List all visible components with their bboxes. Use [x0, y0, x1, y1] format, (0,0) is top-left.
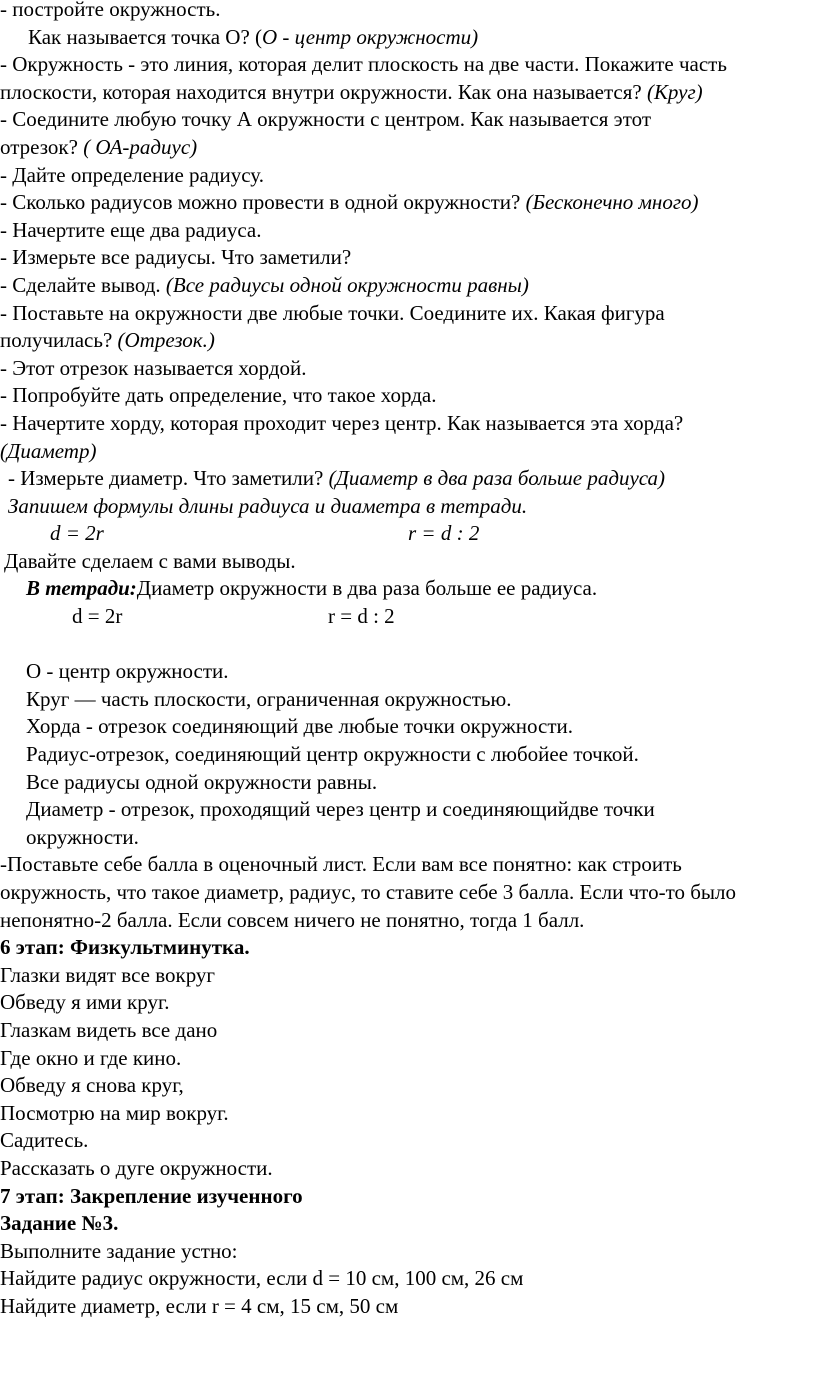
text-line: Давайте сделаем с вами выводы. [4, 548, 296, 573]
text-line: - Начертите хорду, которая проходит через центр. Как называется эта хорда? [0, 410, 684, 435]
formula-line [0, 603, 816, 631]
answer-text: Запишем формулы длины радиуса и диаметра в тетради. [8, 493, 528, 518]
text-line [0, 465, 816, 493]
assessment-line: окружность, что такое диаметр, радиус, то ставите себе 3 балла. Если что-то было [0, 880, 736, 904]
assessment-line: -Поставьте себе балла в оценочный лист. Если вам все понятно: как строить [0, 852, 682, 877]
poem-line: Садитесь. [0, 1128, 89, 1153]
formula-line [0, 520, 816, 548]
poem-line: Глазкам видеть все дано [0, 1017, 218, 1042]
line-text: - Измерьте диаметр. Что заметили? [8, 466, 329, 491]
definition-line: Диаметр - отрезок, проходящий через центр и соединяющийдве точки [26, 797, 655, 822]
line-text: - Сделайте вывод. [0, 272, 166, 297]
poem-line: Рассказать о дуге окружности. [0, 1155, 273, 1180]
poem-line: Обведу я ими круг. [0, 990, 170, 1015]
text-line [0, 575, 816, 603]
text-line: - Дайте определение радиусу. [0, 162, 264, 187]
task-line: Выполните задание устно: [0, 1238, 238, 1263]
answer-text: (Отрезок.) [117, 328, 215, 353]
line-text: Как называется точка О? ( [28, 24, 263, 49]
answer-text: (Все радиусы одной окружности равны) [165, 272, 529, 297]
task-title: Задание №3. [0, 1211, 119, 1236]
answer-text: (Круг) [646, 79, 703, 104]
line-text: - Сколько радиусов можно провести в одной окружности? [0, 190, 526, 215]
text-line [0, 327, 816, 355]
poem-line: Обведу я снова круг, [0, 1073, 184, 1098]
text-line [0, 79, 816, 107]
definition-line: Радиус-отрезок, соединяющий центр окружности с любойее точкой. [26, 742, 639, 767]
formula-radius: r = d : 2 [328, 604, 395, 629]
line-text: плоскости, которая находится внутри окружности. Как она называется? [0, 79, 647, 104]
text-line [0, 24, 816, 52]
text-line: - постройте окружность. [0, 0, 221, 21]
text-line: - Начертите еще два радиуса. [0, 217, 262, 242]
poem-line: Где окно и где кино. [0, 1045, 182, 1070]
poem-line: Глазки видят все вокруг [0, 962, 216, 987]
stage6-heading: 6 этап: Физкультминутка. [0, 935, 250, 960]
text-line: - Окружность - это линия, которая делит плоскость на две части. Покажите часть [0, 52, 727, 77]
answer-text: (Диаметр в два раза больше радиуса) [328, 466, 666, 491]
line-text: Диаметр окружности в два раза больше ее радиуса. [136, 576, 598, 601]
assessment-line: непонятно-2 балла. Если совсем ничего не понятно, тогда 1 балл. [0, 907, 585, 932]
text-line [0, 189, 816, 217]
text-line [0, 134, 816, 162]
answer-text: ( ОА-радиус) [83, 134, 198, 159]
formula-radius: r = d : 2 [408, 521, 480, 546]
poem-line: Посмотрю на мир вокруг. [0, 1100, 229, 1125]
task-line: Найдите радиус окружности, если d = 10 см, 100 см, 26 см [0, 1266, 524, 1291]
answer-text: (Диаметр) [0, 438, 97, 463]
definition-line: О - центр окружности. [26, 659, 229, 684]
task-line: Найдите диаметр, если r = 4 см, 15 см, 50 см [0, 1293, 399, 1318]
text-line [0, 272, 816, 300]
definition-line: окружности. [26, 824, 139, 849]
notebook-label: В тетради: [26, 576, 137, 601]
text-line: - Соедините любую точку А окружности с центром. Как называется этот [0, 107, 651, 132]
text-line: - Попробуйте дать определение, что такое хорда. [0, 383, 437, 408]
spacer [0, 631, 816, 659]
line-text: получилась? [0, 328, 118, 353]
definition-line: Круг — часть плоскости, ограниченная окружностью. [26, 686, 512, 711]
definition-line: Все радиусы одной окружности равны. [26, 769, 378, 794]
formula-diameter: d = 2r [50, 521, 104, 546]
answer-text: (Бесконечно много) [525, 190, 699, 215]
text-line: - Поставьте на окружности две любые точки. Соедините их. Какая фигура [0, 300, 665, 325]
answer-text: О - центр окружности) [262, 24, 479, 49]
formula-diameter: d = 2r [72, 604, 123, 629]
definition-line: Хорда - отрезок соединяющий две любые точки окружности. [26, 714, 574, 739]
text-line: - Этот отрезок называется хордой. [0, 355, 307, 380]
line-text: отрезок? [0, 134, 84, 159]
text-line: - Измерьте все радиусы. Что заметили? [0, 245, 352, 270]
stage7-heading: 7 этап: Закрепление изученного [0, 1183, 303, 1208]
